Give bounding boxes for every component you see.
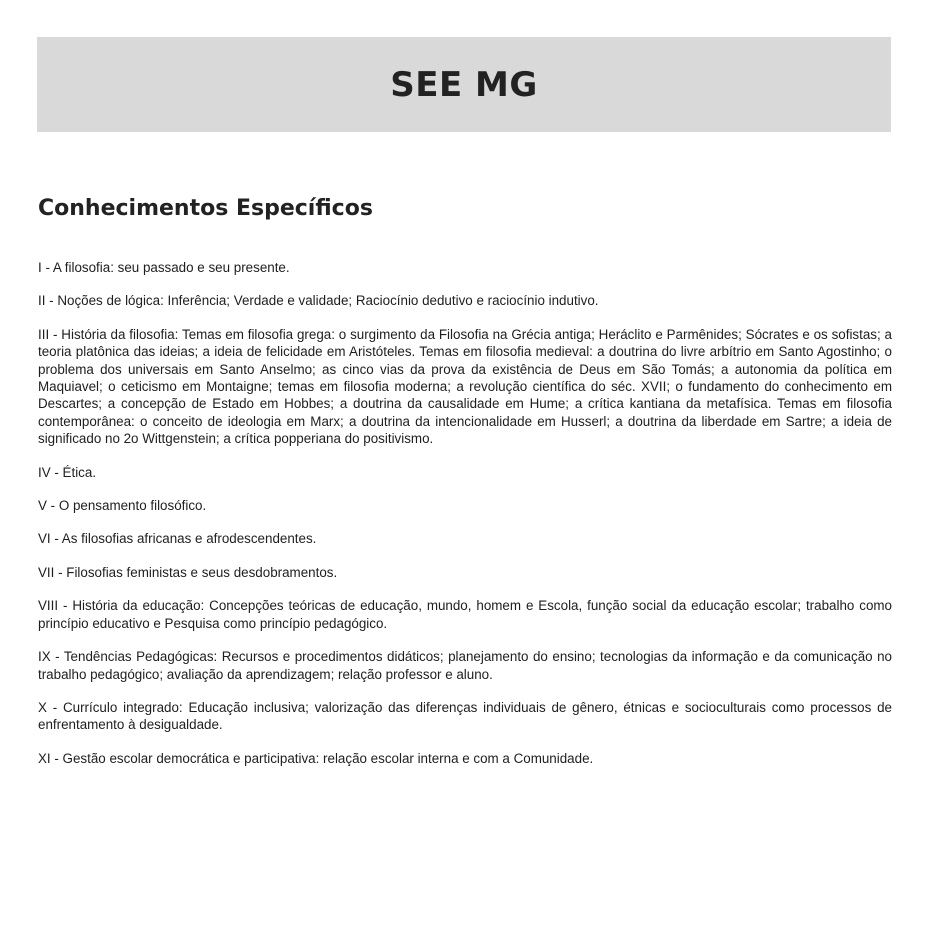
topic-item-1: I - A filosofia: seu passado e seu presente. <box>38 260 290 275</box>
topic-item-11: XI - Gestão escolar democrática e participativa: relação escolar interna e com a Comunidade. <box>38 750 594 766</box>
title-banner <box>37 37 891 132</box>
topic-item-4: IV - Ética. <box>38 464 97 480</box>
banner-title: SEE MG <box>390 64 538 105</box>
topic-item-6: VI - As filosofias africanas e afrodescendentes. <box>38 531 317 547</box>
topic-item-8: VIII - História da educação: Concepções teóricas de educação, mundo, homem e Escola, função social da educação escolar; trabalho como princípio educativo e Pesquisa como princípio pedagógico. <box>38 598 892 631</box>
section-heading: Conhecimentos Específicos <box>38 196 373 221</box>
topic-item-5: V - O pensamento filosófico. <box>38 498 207 514</box>
topic-item-10: X - Currículo integrado: Educação inclusiva; valorização das diferenças individuais de gênero, étnicas e socioculturais como processos de enfrentamento à desigualdade. <box>38 699 892 733</box>
topic-item-7: VII - Filosofias feministas e seus desdobramentos. <box>38 564 338 580</box>
topic-item-3: III - História da filosofia: Temas em filosofia grega: o surgimento da Filosofia na Grécia antiga; Heráclito e Parmênides; Sócrates e os sofistas; a teoria platônica das ideias; a ideia de felicidade em Aristóteles. Temas em filosofia medieval: a doutrina do livre arbítrio em Santo Agostinho; o problema dos universais em Santo Anselmo; as cinco vias da prova da existência de Deus em São Tomás; a autonomia da política em Maquiavel; o ceticismo em Montaigne; temas em filosofia moderna; a revolução científica do séc. XVII; o fundamento do conhecimento em Descartes; a concepção de Estado em Hobbes; a doutrina da causalidade em Hume; a crítica kantiana da metafísica. Temas em filosofia contemporânea: o conceito de ideologia em Marx; a doutrina da intencionalidade em Husserl; a doutrina da liberdade em Sartre; a ideia de significado no 2o Wittgenstein; a crítica popperiana do positivismo. <box>38 326 892 447</box>
topic-item-2: II - Noções de lógica: Inferência; Verdade e validade; Raciocínio dedutivo e raciocínio indutivo. <box>38 293 599 309</box>
topics-list <box>38 259 892 783</box>
topic-item-9: IX - Tendências Pedagógicas: Recursos e procedimentos didáticos; planejamento do ensino; tecnologias da informação e da comunicação no trabalho pedagógico; avaliação da aprendizagem; relação professor e aluno. <box>38 649 892 682</box>
